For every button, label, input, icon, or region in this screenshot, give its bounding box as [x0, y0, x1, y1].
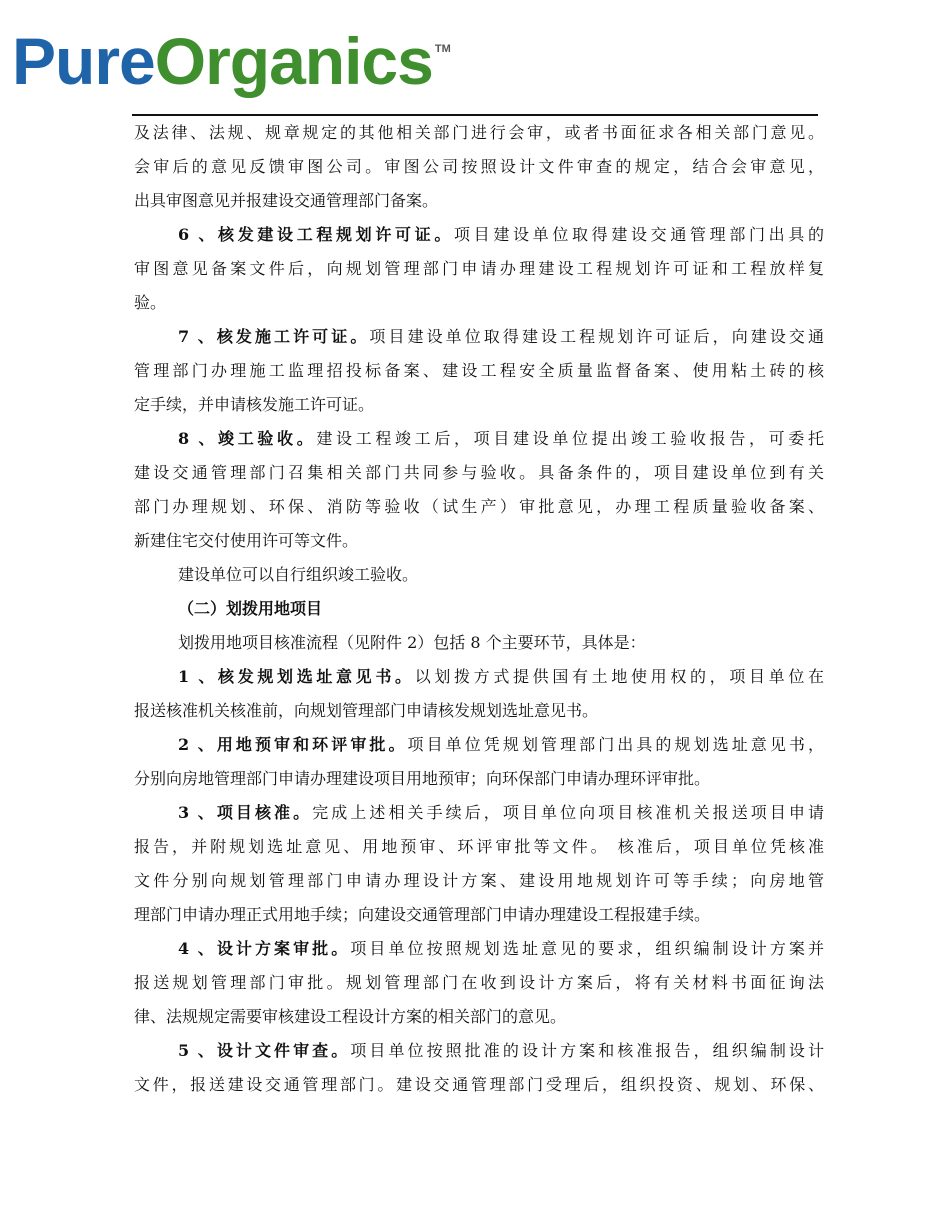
line-text: 项目单位按照批准的设计方案和核准报告，组织编制设计 [350, 1041, 824, 1060]
text-line [134, 660, 824, 694]
line-text: 完成上述相关手续后，项目单位向项目核准机关报送项目申请 [312, 803, 824, 822]
text-line [134, 966, 824, 1000]
text-line [134, 456, 824, 490]
text-line [134, 762, 824, 796]
text-line [134, 898, 824, 932]
line-heading: 5 、设计文件审查。 [178, 1041, 351, 1060]
text-line [134, 694, 824, 728]
text-line [134, 388, 824, 422]
logo-text-organics: Organics [154, 24, 433, 98]
text-line [134, 728, 824, 762]
text-line [134, 1034, 824, 1068]
line-text: 会审后的意见反馈审图公司。审图公司按照设计文件审查的规定，结合会审意见， [134, 157, 824, 176]
text-line [134, 830, 824, 864]
line-text: 文件分别向规划管理部门申请办理设计方案、建设用地规划许可等手续；向房地管 [134, 871, 824, 890]
text-line [134, 422, 824, 456]
text-line [134, 218, 824, 252]
text-line [134, 184, 824, 218]
line-text: 部门办理规划、环保、消防等验收（试生产）审批意见，办理工程质量验收备案、 [134, 497, 824, 516]
text-line [134, 150, 824, 184]
line-heading: 3 、项目核准。 [178, 803, 313, 822]
line-heading: 6 、核发建设工程规划许可证。 [178, 225, 455, 244]
line-text: 建设单位可以自行组织竣工验收。 [178, 565, 419, 584]
text-line [134, 796, 824, 830]
line-text: 项目单位按照规划选址意见的要求，组织编制设计方案并 [350, 939, 824, 958]
logo-text-pure: Pure [12, 24, 155, 98]
text-line [134, 524, 824, 558]
line-text: 项目建设单位取得建设交通管理部门出具的 [454, 225, 824, 244]
line-text: 定手续，并申请核发施工许可证。 [134, 395, 375, 414]
line-text: 项目单位凭规划管理部门出具的规划选址意见书， [407, 735, 824, 754]
logo-trademark: TM [434, 43, 451, 55]
text-line [134, 354, 824, 388]
line-heading: （二）划拨用地项目 [178, 599, 323, 618]
line-heading: 2 、用地预审和环评审批。 [178, 735, 408, 754]
line-text: 建设工程竣工后，项目建设单位提出竣工验收报告，可委托 [316, 429, 824, 448]
line-text: 验。 [134, 293, 167, 312]
text-line [134, 558, 824, 592]
line-text: 分别向房地管理部门申请办理建设项目用地预审；向环保部门申请办理环评审批。 [134, 769, 711, 788]
text-line [134, 490, 824, 524]
line-text: 划拨用地项目核准流程（见附件 2）包括 8 个主要环节，具体是： [178, 633, 646, 652]
line-text: 建设交通管理部门召集相关部门共同参与验收。具备条件的，项目建设单位到有关 [134, 463, 824, 482]
line-text: 报送规划管理部门审批。规划管理部门在收到设计方案后，将有关材料书面征询法 [134, 973, 824, 992]
line-text: 及法律、法规、规章规定的其他相关部门进行会审，或者书面征求各相关部门意见。 [134, 123, 824, 142]
line-text: 项目建设单位取得建设工程规划许可证后，向建设交通 [369, 327, 824, 346]
line-heading: 7 、核发施工许可证。 [178, 327, 370, 346]
line-text: 审图意见备案文件后，向规划管理部门申请办理建设工程规划许可证和工程放样复 [134, 259, 824, 278]
line-text: 新建住宅交付使用许可等文件。 [134, 531, 359, 550]
text-line [134, 864, 824, 898]
line-text: 报送核准机关核准前，向规划管理部门申请核发规划选址意见书。 [134, 701, 599, 720]
document-body [134, 116, 824, 1102]
text-line [134, 592, 824, 626]
line-text: 管理部门办理施工监理招投标备案、建设工程安全质量监督备案、使用粘土砖的核 [134, 361, 824, 380]
text-line [134, 286, 824, 320]
line-text: 理部门申请办理正式用地手续；向建设交通管理部门申请办理建设工程报建手续。 [134, 905, 711, 924]
text-line [134, 1000, 824, 1034]
text-line [134, 320, 824, 354]
pure-organics-logo [12, 14, 472, 98]
text-line [134, 626, 824, 660]
line-text: 以划拨方式提供国有土地使用权的，项目单位在 [414, 667, 824, 686]
line-text: 报告，并附规划选址意见、用地预审、环评审批等文件。 核准后，项目单位凭核准 [134, 837, 824, 856]
text-line [134, 1068, 824, 1102]
line-text: 律、法规规定需要审核建设工程设计方案的相关部门的意见。 [134, 1007, 567, 1026]
text-line [134, 932, 824, 966]
line-heading: 8 、竣工验收。 [178, 429, 317, 448]
text-line [134, 116, 824, 150]
line-heading: 1 、核发规划选址意见书。 [178, 667, 415, 686]
text-line [134, 252, 824, 286]
line-text: 出具审图意见并报建设交通管理部门备案。 [134, 191, 439, 210]
line-text: 文件，报送建设交通管理部门。建设交通管理部门受理后，组织投资、规划、环保、 [134, 1075, 824, 1094]
line-heading: 4 、设计方案审批。 [178, 939, 351, 958]
